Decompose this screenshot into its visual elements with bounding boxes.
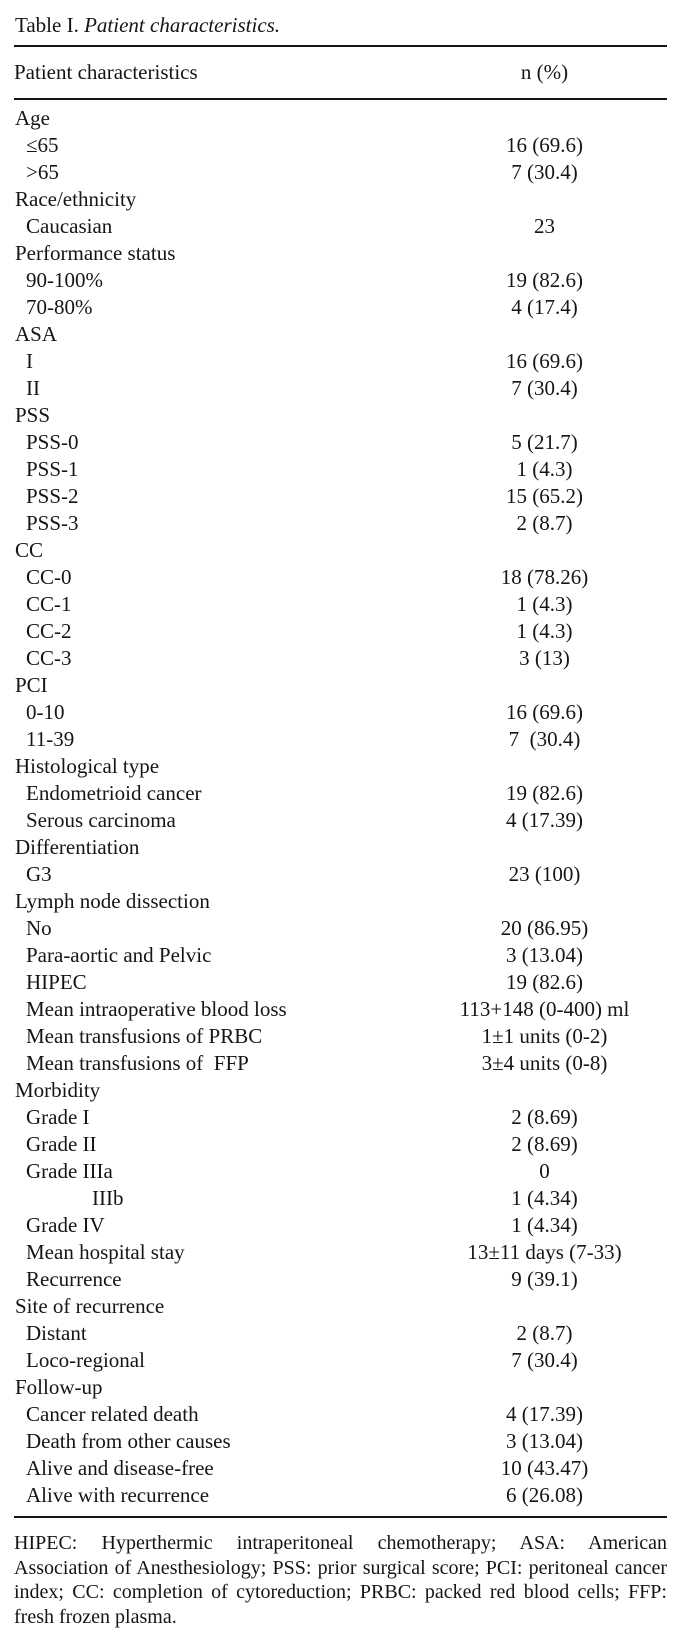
table-row — [14, 1185, 667, 1212]
table-body — [14, 100, 667, 1516]
row-label: PCI — [15, 673, 48, 697]
row-label: Alive and disease-free — [26, 1456, 214, 1480]
row-label: Loco-regional — [26, 1348, 145, 1372]
row-label: PSS-2 — [26, 484, 79, 508]
row-value: 7 (30.4) — [511, 160, 578, 184]
row-label: Follow-up — [15, 1375, 103, 1399]
row-label: CC-0 — [26, 565, 72, 589]
row-value: 5 (21.7) — [511, 430, 578, 454]
row-label: Grade IV — [26, 1213, 105, 1237]
row-label: 11-39 — [26, 727, 75, 751]
row-value: 19 (82.6) — [506, 970, 583, 994]
table-footnote: HIPEC: Hyperthermic intraperitoneal chemotherapy; ASA: American Association of Anesthesiology; PSS: prior surgical score; PCI: peritoneal cancer index; CC: completion of cytoreduction; PRBC: packed red blood cells; FFP: fresh frozen plasma. — [14, 1532, 667, 1628]
table-row — [14, 726, 667, 753]
row-label: PSS-3 — [26, 511, 79, 535]
row-label: HIPEC — [26, 970, 87, 994]
row-value: 6 (26.08) — [506, 1483, 583, 1507]
table-row — [14, 483, 667, 510]
row-label: G3 — [26, 862, 52, 886]
row-label: PSS-1 — [26, 457, 79, 481]
row-label: IIIb — [92, 1186, 124, 1210]
row-value: 1 (4.34) — [511, 1213, 578, 1237]
row-label: 70-80% — [26, 295, 93, 319]
row-label: PSS — [15, 403, 51, 427]
row-label: Differentiation — [15, 835, 140, 859]
table-row — [14, 402, 667, 429]
row-label: 90-100% — [26, 268, 103, 292]
row-label: Cancer related death — [26, 1402, 199, 1426]
row-label: Mean hospital stay — [26, 1240, 185, 1264]
row-label: Site of recurrence — [15, 1294, 165, 1318]
row-value: 2 (8.69) — [511, 1105, 578, 1129]
table-caption-title: Patient characteristics. — [84, 13, 281, 37]
table-row — [14, 699, 667, 726]
row-label: Grade IIIa — [26, 1159, 113, 1183]
row-label: Lymph node dissection — [15, 889, 210, 913]
table-row — [14, 348, 667, 375]
row-value: 4 (17.39) — [506, 1402, 583, 1426]
row-label: Death from other causes — [26, 1429, 231, 1453]
table-row — [14, 1104, 667, 1131]
table-row — [14, 186, 667, 213]
row-label: II — [26, 376, 40, 400]
row-value: 4 (17.39) — [506, 808, 583, 832]
row-label: Race/ethnicity — [15, 187, 137, 211]
row-label: Serous carcinoma — [26, 808, 176, 832]
table-row — [14, 1401, 667, 1428]
table-row — [14, 915, 667, 942]
table-row — [14, 1374, 667, 1401]
row-label: ASA — [15, 322, 58, 346]
row-label: Mean transfusions of PRBC — [26, 1024, 263, 1048]
table-row — [14, 213, 667, 240]
row-label: Mean intraoperative blood loss — [26, 997, 287, 1021]
table-row — [14, 1023, 667, 1050]
table-row — [14, 240, 667, 267]
table-row — [14, 132, 667, 159]
table-row — [14, 1131, 667, 1158]
table-row — [14, 969, 667, 996]
table-row — [14, 834, 667, 861]
header-n-percent: n (%) — [520, 60, 569, 84]
table-caption — [15, 12, 667, 38]
table-row — [14, 807, 667, 834]
table-row — [14, 537, 667, 564]
row-value: 7 (30.4) — [508, 727, 581, 751]
table-row — [14, 1347, 667, 1374]
row-label: Morbidity — [15, 1078, 101, 1102]
row-label: CC-2 — [26, 619, 72, 643]
table-row — [14, 1077, 667, 1104]
row-label: Distant — [26, 1321, 87, 1345]
table-row — [14, 645, 667, 672]
row-value: 15 (65.2) — [506, 484, 583, 508]
table-row — [14, 105, 667, 132]
row-value: 3 (13.04) — [506, 1429, 583, 1453]
row-label: PSS-0 — [26, 430, 79, 454]
row-value: 1 (4.3) — [516, 592, 573, 616]
table-row — [14, 1158, 667, 1185]
table-row — [14, 375, 667, 402]
table-row — [14, 564, 667, 591]
row-value: 3±4 units (0-8) — [481, 1051, 608, 1075]
table-caption-number: Table I. — [15, 13, 85, 37]
row-label: Alive with recurrence — [26, 1483, 210, 1507]
row-value: 2 (8.7) — [516, 511, 573, 535]
row-value: 1 (4.34) — [511, 1186, 578, 1210]
row-value: 113+148 (0-400) ml — [459, 997, 630, 1021]
table-row — [14, 1428, 667, 1455]
table-row — [14, 159, 667, 186]
row-label: No — [26, 916, 52, 940]
table-header-row — [14, 47, 667, 98]
table-row — [14, 429, 667, 456]
row-label: CC — [15, 538, 44, 562]
table-row — [14, 888, 667, 915]
row-value: 16 (69.6) — [506, 700, 583, 724]
table-row — [14, 510, 667, 537]
table-row — [14, 1293, 667, 1320]
row-value: 3 (13.04) — [506, 943, 583, 967]
table-row — [14, 1266, 667, 1293]
row-value: 19 (82.6) — [506, 781, 583, 805]
table-row — [14, 591, 667, 618]
row-label: I — [26, 349, 33, 373]
row-value: 2 (8.7) — [516, 1321, 573, 1345]
row-label: Recurrence — [26, 1267, 122, 1291]
row-value: 16 (69.6) — [506, 349, 583, 373]
row-value: 9 (39.1) — [511, 1267, 578, 1291]
table-row — [14, 1320, 667, 1347]
row-label: ≤65 — [26, 133, 59, 157]
table-row — [14, 456, 667, 483]
table-row — [14, 753, 667, 780]
row-value: 1 (4.3) — [516, 619, 573, 643]
row-label: 0-10 — [26, 700, 65, 724]
table-row — [14, 996, 667, 1023]
row-label: Age — [15, 106, 50, 130]
row-value: 3 (13) — [519, 646, 570, 670]
table-row — [14, 618, 667, 645]
row-value: 1±1 units (0-2) — [481, 1024, 608, 1048]
row-label: Caucasian — [26, 214, 113, 238]
row-label: Endometrioid cancer — [26, 781, 202, 805]
row-label: CC-1 — [26, 592, 72, 616]
row-value: 19 (82.6) — [506, 268, 583, 292]
row-value: 0 — [539, 1159, 550, 1183]
row-value: 13±11 days (7-33) — [467, 1240, 622, 1264]
table-row — [14, 1239, 667, 1266]
row-value: 16 (69.6) — [506, 133, 583, 157]
row-value: 2 (8.69) — [511, 1132, 578, 1156]
table-row — [14, 321, 667, 348]
table-row — [14, 267, 667, 294]
row-value: 4 (17.4) — [511, 295, 578, 319]
row-value: 7 (30.4) — [511, 376, 578, 400]
table-row — [14, 1455, 667, 1482]
row-label: Grade II — [26, 1132, 97, 1156]
table-row — [14, 294, 667, 321]
table-row — [14, 1482, 667, 1509]
row-label: Performance status — [15, 241, 176, 265]
table-row — [14, 780, 667, 807]
row-value: 7 (30.4) — [511, 1348, 578, 1372]
row-value: 1 (4.3) — [516, 457, 573, 481]
row-label: Para-aortic and Pelvic — [26, 943, 212, 967]
row-label: Grade I — [26, 1105, 90, 1129]
header-characteristic: Patient characteristics — [14, 60, 198, 84]
row-label: Histological type — [15, 754, 160, 778]
row-value: 18 (78.26) — [500, 565, 589, 589]
table-row — [14, 942, 667, 969]
row-label: CC-3 — [26, 646, 72, 670]
row-value: 23 (100) — [508, 862, 581, 886]
table-row — [14, 1050, 667, 1077]
row-label: >65 — [26, 160, 59, 184]
table-row — [14, 672, 667, 699]
row-value: 20 (86.95) — [500, 916, 589, 940]
table-row — [14, 1212, 667, 1239]
row-value: 10 (43.47) — [500, 1456, 589, 1480]
row-value: 23 — [534, 214, 555, 238]
row-label: Mean transfusions of FFP — [26, 1051, 249, 1075]
table-row — [14, 861, 667, 888]
